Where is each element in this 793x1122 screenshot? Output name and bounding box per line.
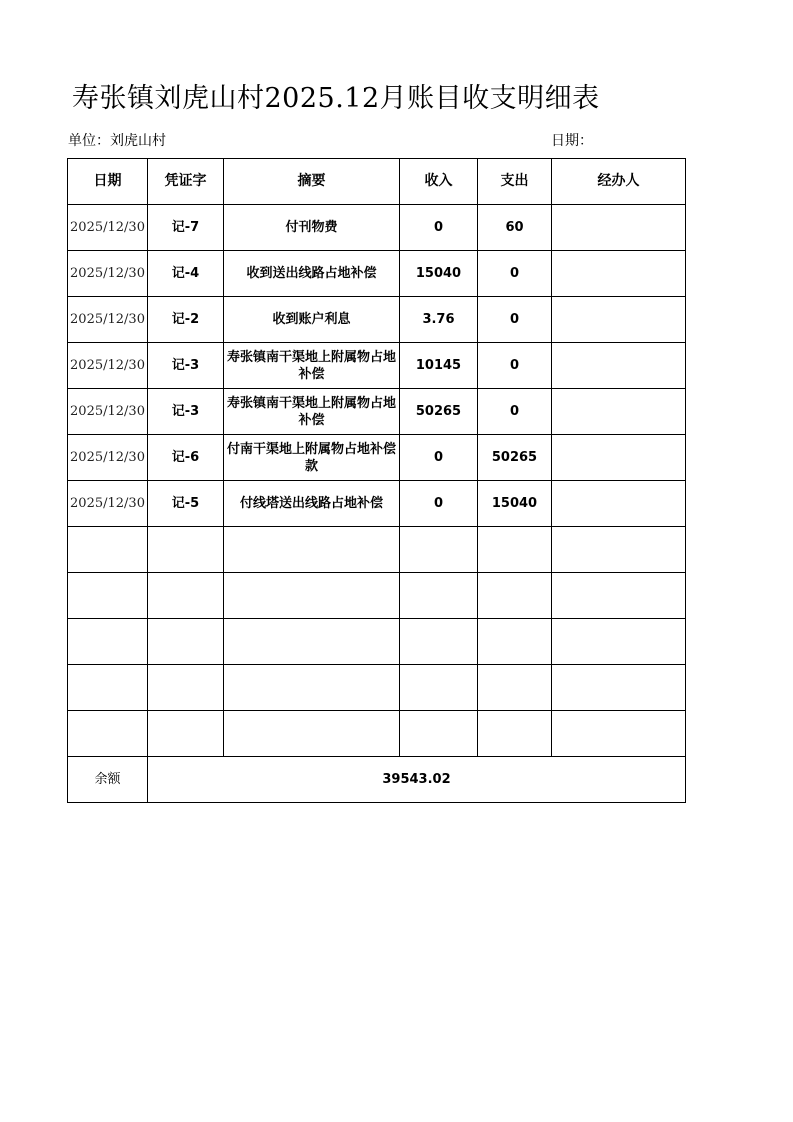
cell-expense: 0	[478, 297, 552, 343]
cell-summary: 付线塔送出线路占地补偿	[224, 481, 400, 527]
cell-voucher: 记-7	[148, 205, 224, 251]
cell-handler	[552, 343, 686, 389]
cell-voucher	[148, 711, 224, 757]
cell-income: 50265	[400, 389, 478, 435]
cell-income: 3.76	[400, 297, 478, 343]
cell-voucher	[148, 619, 224, 665]
cell-date	[68, 619, 148, 665]
cell-handler	[552, 297, 686, 343]
cell-handler	[552, 711, 686, 757]
cell-date: 2025/12/30	[68, 251, 148, 297]
cell-date	[68, 665, 148, 711]
cell-date	[68, 527, 148, 573]
cell-income	[400, 527, 478, 573]
cell-handler	[552, 527, 686, 573]
cell-handler	[552, 389, 686, 435]
cell-voucher: 记-3	[148, 343, 224, 389]
cell-expense: 50265	[478, 435, 552, 481]
cell-income: 10145	[400, 343, 478, 389]
cell-voucher	[148, 527, 224, 573]
cell-expense	[478, 573, 552, 619]
balance-value: 39543.02	[148, 757, 686, 803]
cell-expense: 0	[478, 343, 552, 389]
table-row	[68, 389, 686, 435]
cell-summary	[224, 665, 400, 711]
cell-handler	[552, 665, 686, 711]
table-row-empty	[68, 573, 686, 619]
cell-date: 2025/12/30	[68, 205, 148, 251]
table-row	[68, 343, 686, 389]
page-title: 寿张镇刘虎山村2025.12月账目收支明细表	[72, 83, 600, 114]
balance-row	[68, 757, 686, 803]
cell-handler	[552, 573, 686, 619]
cell-income	[400, 619, 478, 665]
cell-income	[400, 711, 478, 757]
cell-voucher	[148, 573, 224, 619]
balance-label: 余额	[68, 757, 148, 803]
cell-handler	[552, 481, 686, 527]
cell-expense	[478, 665, 552, 711]
cell-date: 2025/12/30	[68, 389, 148, 435]
cell-expense	[478, 619, 552, 665]
cell-income: 15040	[400, 251, 478, 297]
header-expense: 支出	[478, 159, 552, 205]
cell-summary: 收到账户利息	[224, 297, 400, 343]
table-row	[68, 251, 686, 297]
cell-summary: 付南干渠地上附属物占地补偿款	[224, 435, 400, 481]
table-row-empty	[68, 665, 686, 711]
cell-income	[400, 573, 478, 619]
cell-expense	[478, 711, 552, 757]
cell-income: 0	[400, 205, 478, 251]
cell-summary: 寿张镇南干渠地上附属物占地补偿	[224, 389, 400, 435]
ledger-table	[67, 158, 686, 803]
table-row	[68, 205, 686, 251]
header-voucher: 凭证字	[148, 159, 224, 205]
cell-voucher: 记-5	[148, 481, 224, 527]
cell-summary: 收到送出线路占地补偿	[224, 251, 400, 297]
cell-summary	[224, 527, 400, 573]
header-row	[68, 159, 686, 205]
cell-summary: 寿张镇南干渠地上附属物占地补偿	[224, 343, 400, 389]
header-income: 收入	[400, 159, 478, 205]
unit-label: 单位：刘虎山村	[68, 133, 166, 149]
cell-voucher: 记-2	[148, 297, 224, 343]
cell-handler	[552, 205, 686, 251]
cell-date: 2025/12/30	[68, 343, 148, 389]
cell-summary: 付刊物费	[224, 205, 400, 251]
cell-voucher	[148, 665, 224, 711]
cell-voucher: 记-3	[148, 389, 224, 435]
cell-summary	[224, 711, 400, 757]
cell-voucher: 记-6	[148, 435, 224, 481]
cell-summary	[224, 619, 400, 665]
cell-income: 0	[400, 435, 478, 481]
cell-handler	[552, 435, 686, 481]
cell-handler	[552, 619, 686, 665]
table-row	[68, 435, 686, 481]
cell-expense: 15040	[478, 481, 552, 527]
cell-expense: 60	[478, 205, 552, 251]
cell-expense: 0	[478, 251, 552, 297]
cell-income	[400, 665, 478, 711]
table-row-empty	[68, 711, 686, 757]
date-label: 日期：	[551, 133, 593, 149]
header-summary: 摘要	[224, 159, 400, 205]
cell-date	[68, 711, 148, 757]
header-handler: 经办人	[552, 159, 686, 205]
cell-date	[68, 573, 148, 619]
table-row-empty	[68, 527, 686, 573]
cell-summary	[224, 573, 400, 619]
cell-date: 2025/12/30	[68, 297, 148, 343]
table-row-empty	[68, 619, 686, 665]
cell-expense: 0	[478, 389, 552, 435]
cell-income: 0	[400, 481, 478, 527]
table-row	[68, 481, 686, 527]
cell-handler	[552, 251, 686, 297]
cell-date: 2025/12/30	[68, 481, 148, 527]
cell-voucher: 记-4	[148, 251, 224, 297]
cell-expense	[478, 527, 552, 573]
table-row	[68, 297, 686, 343]
header-date: 日期	[68, 159, 148, 205]
cell-date: 2025/12/30	[68, 435, 148, 481]
